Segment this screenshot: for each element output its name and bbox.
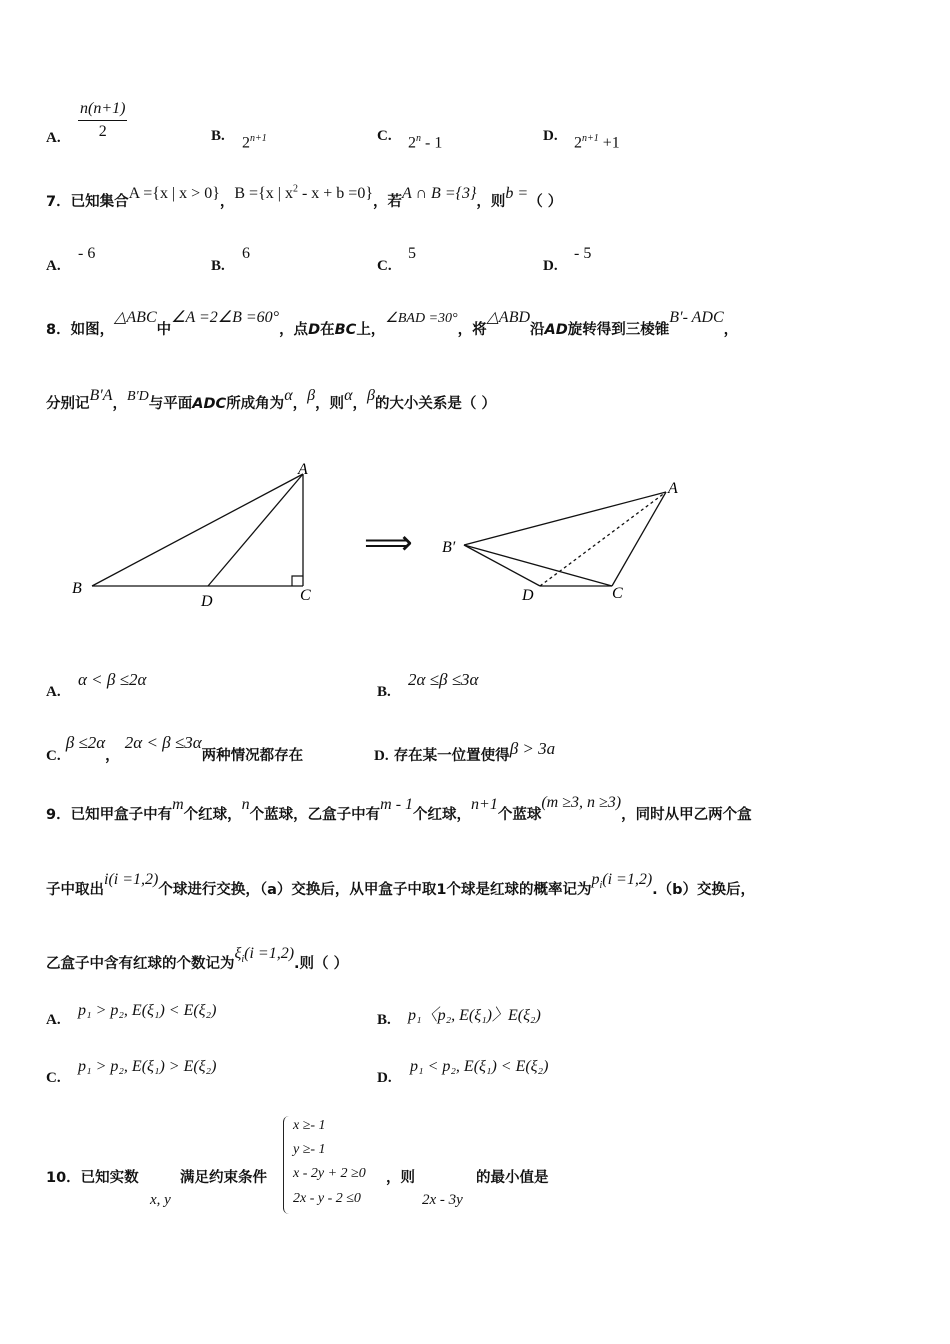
q6-option-c-label: C. <box>377 128 392 144</box>
q9-stem-line2: 子中取出i(i =1,2)个球进行交换，（a）交换后，从甲盒子中取1个球是红球的概率记为$p_i(i =1,2).(b)$交换后， <box>46 871 756 898</box>
q9-option-c-label: C. <box>46 1070 61 1086</box>
q7-option-b-value: 6 <box>242 245 250 262</box>
q9-option-d-expr: p₁ < p₂, E(ξ₁) < E(ξ₂) <box>410 1058 549 1075</box>
q7-stem: 7．已知集合A ={x | x > 0}，B ={x | $x^2 - x + b =0$}，若A ∩ B ={3}，则b =（ ） <box>46 183 563 210</box>
q8-option-b-label: B. <box>377 684 391 700</box>
edge-c-a <box>612 492 666 586</box>
q8-option-c: C. β ≤2α， 2α < β ≤3α两种情况都存在 <box>46 733 304 764</box>
q10-constraint-2: y ≥- 1 <box>293 1142 326 1157</box>
q7-option-c-value: 5 <box>408 245 416 262</box>
edge-b-c <box>464 545 612 586</box>
q6-option-a-label: A. <box>46 130 61 146</box>
q9-option-b-label: B. <box>377 1012 391 1028</box>
q9-option-a-expr: p₁ > p₂, E(ξ₁) < E(ξ₂) <box>78 1002 217 1019</box>
q9-stem-line1: 9．已知甲盒子中有m个红球，n个蓝球，乙盒子中有m - 1个红球，n+1个蓝球(m ≥3, n ≥3)，同时从甲乙两个盒 <box>46 794 752 823</box>
label-a: A <box>298 461 308 478</box>
q8-option-b-expr: 2α ≤β ≤3α <box>408 670 479 689</box>
q8-option-d: D. 存在某一位置使得β > 3a <box>374 739 556 764</box>
label-d: D <box>201 593 213 610</box>
segment-ad <box>208 474 303 586</box>
q10-constraint-4: 2x - y - 2 ≤0 <box>293 1191 361 1206</box>
segment-ab <box>92 474 303 586</box>
q10-constraint-3: x - 2y + 2 ≥0 <box>293 1166 366 1181</box>
q6-option-b-label: B. <box>211 128 225 144</box>
q8-stem-line1: 8．如图，△ABC中∠A =2∠B =60°，点D在BC上，∠BAD =30°，将△ABD沿AD旋转得到三棱锥B′- ADC， <box>46 309 739 338</box>
q9-option-c-expr: p₁ > p₂, E(ξ₁) > E(ξ₂) <box>78 1058 217 1075</box>
label-a: A <box>668 480 678 497</box>
label-b: B <box>72 580 82 597</box>
q8-figure-triangle <box>66 458 326 613</box>
q7-option-d-label: D. <box>543 258 558 274</box>
q9-option-d-label: D. <box>377 1070 392 1086</box>
q10-prefix: 10．已知实数 <box>46 1170 139 1186</box>
right-angle-mark <box>292 576 303 586</box>
q8-figure-pyramid <box>436 470 696 610</box>
label-b-prime: B′ <box>442 539 456 556</box>
q6-option-b-expr: $2^{n+1}$ <box>242 133 267 152</box>
label-c: C <box>300 587 311 604</box>
q8-option-a-expr: α < β ≤2α <box>78 670 147 689</box>
transform-arrow: ⟹ <box>364 523 413 563</box>
q10-objective: 2x - 3y <box>422 1192 463 1208</box>
q6-option-d-expr: $2^{n+1} +1$ <box>574 133 620 152</box>
q8-stem-line2: 分别记B′A，B′D与平面ADC所成角为α，β，则α，β的大小关系是（ ） <box>46 387 496 412</box>
q6-option-c-expr: 2$^n$ - 1 <box>408 133 443 152</box>
q8-option-a-label: A. <box>46 684 61 700</box>
label-d: D <box>522 587 534 604</box>
q10-constraint-1: x ≥- 1 <box>293 1118 326 1133</box>
edge-b-a <box>464 492 666 545</box>
q7-option-a-label: A. <box>46 258 61 274</box>
q6-option-d-label: D. <box>543 128 558 144</box>
q6-option-a-expr: $\frac{n(n+1)}{2}$ <box>80 100 126 140</box>
q10-suffix: 的最小值是 <box>476 1170 549 1186</box>
edge-b-d <box>464 545 540 586</box>
q9-option-a-label: A. <box>46 1012 61 1028</box>
q9-option-b-expr: p₁〈p₂, E(ξ₁)〉E(ξ₂) <box>408 1007 541 1024</box>
q9-stem-line3: 乙盒子中含有红球的个数记为$\xi_i(i =1,2)$.则（ ） <box>46 945 349 972</box>
q10-variables: x, y <box>150 1192 171 1208</box>
label-c: C <box>612 585 623 602</box>
q7-option-a-value: - 6 <box>78 245 96 262</box>
q10-condition-text: 满足约束条件 <box>180 1170 267 1186</box>
q7-option-b-label: B. <box>211 258 225 274</box>
q7-option-c-label: C. <box>377 258 392 274</box>
q7-option-d-value: - 5 <box>574 245 592 262</box>
q10-then: ，则 <box>386 1170 415 1186</box>
